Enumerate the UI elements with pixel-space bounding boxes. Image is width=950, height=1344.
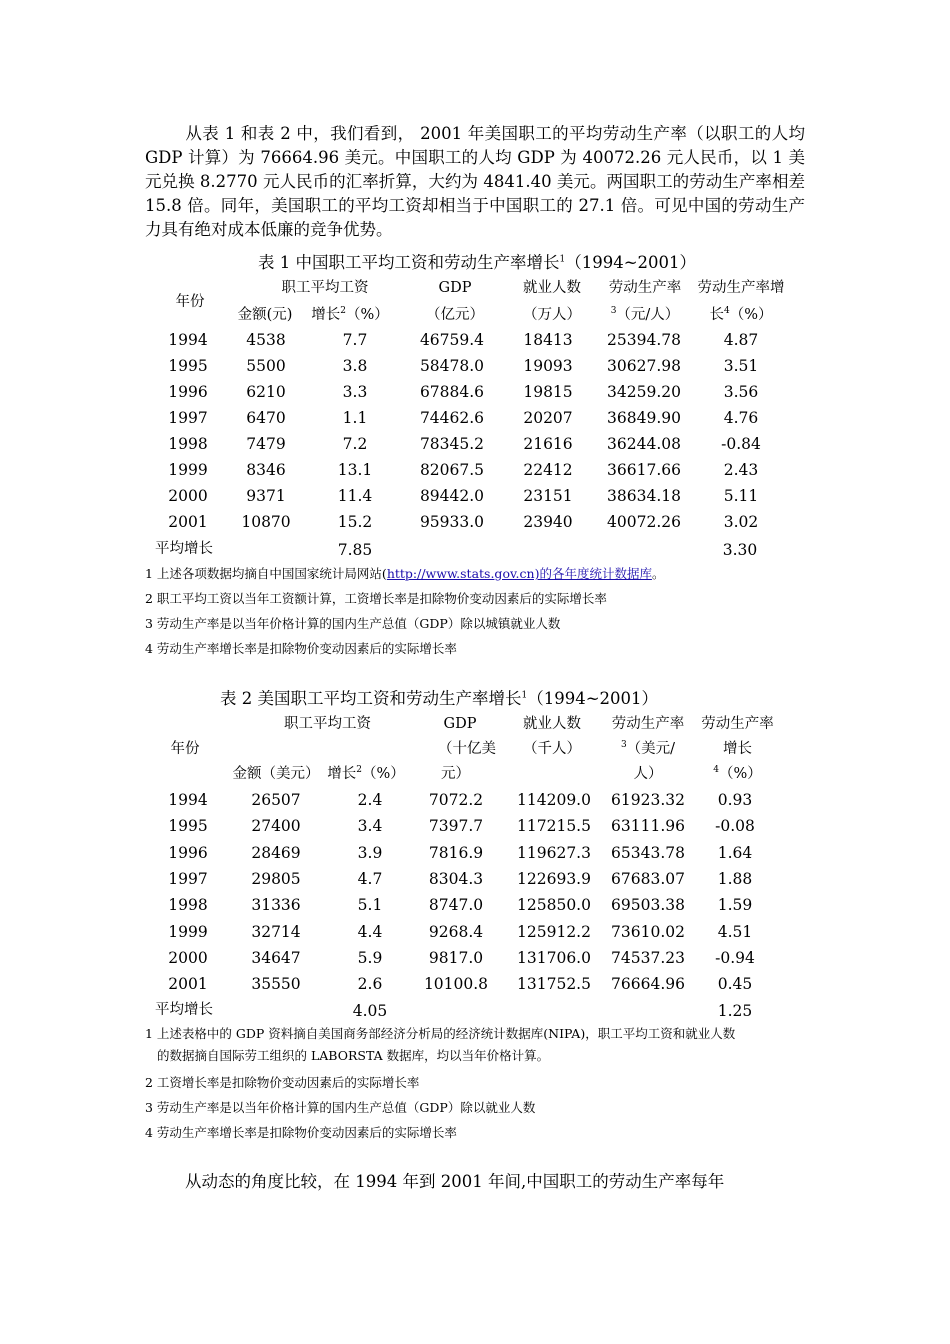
table2-header-gdp: GDP: [443, 716, 477, 732]
table1-cell-wage-amount: 6470: [246, 409, 286, 427]
table2-caption: 表 2 美国职工平均工资和劳动生产率增长$^1$（1994~2001）: [220, 689, 659, 708]
table1-cell-prod-growth: 3.51: [723, 357, 759, 375]
table1-header-wage-growth: 增长$^2$（%）: [311, 306, 389, 323]
table1-cell-productivity: 30627.98: [607, 357, 681, 375]
table2-header-prod-growth-2: 增长: [723, 741, 752, 757]
table1-cell-employment: 19815: [523, 383, 573, 401]
table1-header-wage-amount: 金额(元): [237, 307, 293, 323]
table2-avg-label: 平均增长: [155, 1002, 213, 1018]
table1-cell-wage-growth: 3.8: [342, 357, 368, 375]
table1-cell-year: 1997: [168, 409, 208, 427]
table2-cell-year: 1998: [168, 896, 208, 915]
table1-header-productivity-unit: $^3$（元/人）: [610, 306, 680, 323]
table1-cell-wage-amount: 4538: [246, 331, 286, 349]
table1-cell-wage-amount: 10870: [241, 513, 291, 531]
table2-header-employment-unit: （千人）: [523, 741, 581, 757]
table1-header-gdp: GDP: [438, 280, 472, 296]
table1-cell-prod-growth: 2.43: [723, 461, 759, 479]
table2-cell-prod-growth: 1.88: [717, 869, 753, 888]
table1-header-prod-growth-unit: 长$^4$（%）: [709, 306, 773, 323]
table2-cell-wage-growth: 4.4: [357, 922, 383, 941]
table1-avg-label: 平均增长: [155, 541, 213, 557]
table1-cell-productivity: 40072.26: [607, 513, 681, 531]
table1-header-prod-growth: 劳动生产率增: [697, 280, 785, 296]
table1-note-4: 4 劳动生产率增长率是扣除物价变动因素后的实际增长率: [145, 641, 457, 656]
table1-cell-prod-growth: 3.56: [723, 383, 759, 401]
table1-header-year: 年份: [175, 294, 205, 310]
table2-header-productivity: 劳动生产率: [611, 716, 685, 732]
table1-header-employment: 就业人数: [523, 280, 581, 296]
table1-cell-gdp: 95933.0: [419, 513, 485, 531]
table2-cell-prod-growth: -0.94: [715, 948, 755, 967]
table1-cell-productivity: 34259.20: [607, 383, 681, 401]
table2-cell-employment: 131752.5: [517, 975, 591, 994]
table2-avg-wage-growth: 4.05: [352, 1002, 388, 1020]
table2-note-1: 1 上述表格中的 GDP 资料摘自美国商务部经济分析局的经济统计数据库(NIPA)，职工平均工资和就业人数 的数据摘自国际劳工组织的 LABORSTA 数据库，均以当年价格计算。: [145, 1026, 736, 1063]
table1-cell-productivity: 25394.78: [607, 331, 681, 349]
table1-header-wage-group: 职工平均工资: [281, 280, 369, 296]
table2-cell-wage-amount: 27400: [251, 817, 301, 836]
table1-avg-wage-growth: 7.85: [337, 541, 373, 559]
table2-cell-wage-amount: 26507: [251, 791, 301, 809]
table1-cell-wage-growth: 11.4: [337, 487, 373, 505]
table2-cell-productivity: 67683.07: [611, 869, 685, 888]
table1-cell-prod-growth: 3.02: [723, 513, 759, 531]
table2-header-prod-growth-unit: $^4$（%）: [713, 765, 762, 782]
table1-cell-year: 1995: [168, 357, 208, 375]
table2-cell-employment: 131706.0: [517, 948, 591, 967]
table2-cell-prod-growth: 4.51: [717, 922, 753, 941]
table1-cell-prod-growth: 4.76: [723, 409, 759, 427]
table2-cell-prod-growth: 0.93: [717, 791, 753, 809]
table2-cell-prod-growth: 1.64: [717, 843, 753, 862]
table2-header-wage-group: 职工平均工资: [284, 716, 371, 732]
table2-cell-wage-amount: 29805: [251, 869, 301, 888]
table2-cell-wage-amount: 34647: [251, 948, 301, 967]
table2-cell-wage-growth: 2.6: [357, 975, 383, 994]
table2-cell-employment: 119627.3: [517, 843, 591, 862]
intro-paragraph: 从表 1 和表 2 中，我们看到， 2001 年美国职工的平均劳动生产率（以职工的人均 GDP 计算）为 76664.96 美元。中国职工的人均 GDP 为 40072.26 元人民币，以 1 美元兑换 8.2770 元人民币的汇率折算，大约为 4841.40 美元。两国职工的劳动生产率相差 15.8 倍。同年，美国职工的平均工资却相当于中国职工的 27.1 倍。可见中国的劳动生产力具有绝对成本低廉的竞争优势。: [145, 124, 805, 239]
table1-cell-wage-amount: 6210: [246, 383, 286, 401]
table1-cell-gdp: 89442.0: [419, 487, 485, 505]
table2-cell-productivity: 76664.96: [611, 975, 685, 994]
table1-cell-employment: 20207: [523, 409, 573, 427]
table1-cell-wage-amount: 9371: [246, 487, 286, 505]
table2-cell-productivity: 73610.02: [611, 922, 685, 941]
table1-cell-wage-amount: 7479: [246, 435, 286, 453]
table1-cell-prod-growth: -0.84: [721, 435, 761, 453]
table2-header-employment: 就业人数: [523, 716, 581, 732]
table2-cell-gdp: 7072.2: [428, 791, 484, 809]
table2-cell-gdp: 7397.7: [428, 817, 484, 836]
table1-cell-gdp: 67884.6: [419, 383, 485, 401]
table2-cell-prod-growth: 0.45: [717, 975, 753, 994]
table1-cell-wage-amount: 8346: [246, 461, 286, 479]
table1-header-productivity: 劳动生产率: [608, 280, 682, 296]
table2-header-year: 年份: [170, 741, 200, 757]
table1-cell-wage-growth: 7.7: [342, 331, 368, 349]
table2-cell-productivity: 61923.32: [611, 791, 685, 809]
table1-cell-employment: 22412: [523, 461, 573, 479]
table2-cell-year: 2001: [168, 975, 208, 994]
table1-cell-year: 1994: [168, 331, 208, 349]
table1-cell-productivity: 36244.08: [607, 435, 681, 453]
table1-cell-year: 2001: [168, 513, 208, 531]
table2-cell-gdp: 7816.9: [428, 843, 484, 862]
table1-note-1: 1 上述各项数据均摘自中国国家统计局网站(http://www.stats.gov.cn)的各年度统计数据库。: [145, 566, 665, 581]
table2-cell-productivity: 74537.23: [611, 948, 685, 967]
table1-cell-employment: 23940: [523, 513, 573, 531]
table1-avg-prod-growth: 3.30: [722, 541, 758, 559]
table2-header-productivity-unit-2: 人）: [633, 766, 663, 782]
table1-note-3: 3 劳动生产率是以当年价格计算的国内生产总值（GDP）除以城镇就业人数: [145, 616, 561, 631]
table2-cell-year: 1997: [168, 869, 208, 888]
table2-cell-year: 1996: [168, 843, 208, 862]
table2-cell-wage-amount: 31336: [251, 896, 301, 915]
table2-cell-gdp: 9817.0: [428, 948, 484, 967]
table2-header-wage-growth: 增长$^2$（%）: [327, 765, 405, 782]
table2-cell-employment: 117215.5: [517, 817, 591, 836]
table1-cell-wage-growth: 1.1: [342, 409, 368, 427]
table1-caption: 表 1 中国职工平均工资和劳动生产率增长$^1$（1994~2001）: [258, 253, 697, 272]
table2-header-prod-growth: 劳动生产率: [701, 716, 774, 732]
table2-cell-year: 1995: [168, 817, 208, 836]
table2-cell-wage-amount: 35550: [251, 975, 301, 994]
table1-cell-gdp: 46759.4: [419, 331, 485, 349]
table2-cell-productivity: 63111.96: [611, 817, 685, 836]
table1-cell-year: 1996: [168, 383, 208, 401]
table1-note-2: 2 职工平均工资以当年工资额计算，工资增长率是扣除物价变动因素后的实际增长率: [145, 591, 607, 606]
table1-cell-wage-growth: 3.3: [342, 383, 368, 401]
table2-cell-year: 2000: [168, 948, 208, 967]
table1-cell-productivity: 36617.66: [607, 461, 681, 479]
table2-header-productivity-unit-1: $^3$（美元/: [620, 740, 676, 757]
table2-cell-wage-growth: 2.4: [357, 791, 383, 809]
table2-cell-employment: 125912.2: [517, 922, 591, 941]
table1-cell-employment: 18413: [523, 331, 573, 349]
table2-cell-wage-growth: 4.7: [357, 869, 383, 888]
table2-cell-gdp: 9268.4: [428, 922, 484, 941]
table2-cell-prod-growth: -0.08: [715, 817, 755, 836]
table2-cell-wage-growth: 5.9: [357, 948, 383, 967]
table1-cell-wage-growth: 15.2: [337, 513, 373, 531]
table1-cell-year: 1998: [168, 435, 208, 453]
table2-header-wage-amount: 金额（美元）: [232, 766, 320, 782]
table2-cell-employment: 114209.0: [517, 791, 591, 809]
table2-cell-productivity: 69503.38: [611, 896, 685, 915]
table1-cell-wage-amount: 5500: [246, 357, 286, 375]
table1-cell-prod-growth: 4.87: [723, 331, 759, 349]
table2-header-gdp-unit-1: （十亿美: [438, 741, 496, 757]
table2-note-2: 2 工资增长率是扣除物价变动因素后的实际增长率: [145, 1075, 420, 1090]
table2-note-4: 4 劳动生产率增长率是扣除物价变动因素后的实际增长率: [145, 1125, 457, 1140]
table2-cell-productivity: 65343.78: [611, 843, 685, 862]
table2-cell-employment: 122693.9: [517, 869, 591, 888]
table2-avg-prod-growth: 1.25: [717, 1002, 753, 1020]
table1-header-employment-unit: （万人）: [523, 307, 581, 323]
table1-cell-year: 2000: [168, 487, 208, 505]
table2-cell-wage-growth: 5.1: [357, 896, 383, 915]
table1-cell-productivity: 36849.90: [607, 409, 681, 427]
table2-cell-wage-amount: 32714: [251, 922, 301, 941]
table1-cell-gdp: 78345.2: [419, 435, 485, 453]
table2-cell-year: 1999: [168, 922, 208, 941]
table1-cell-productivity: 38634.18: [607, 487, 681, 505]
table1-cell-year: 1999: [168, 461, 208, 479]
table2-cell-wage-amount: 28469: [251, 843, 301, 862]
table2-cell-gdp: 8304.3: [428, 869, 484, 888]
table1-cell-wage-growth: 7.2: [342, 435, 368, 453]
table1-cell-gdp: 82067.5: [419, 461, 485, 479]
closing-paragraph: 从动态的角度比较，在 1994 年到 2001 年间,中国职工的劳动生产率每年: [185, 1172, 725, 1191]
table1-cell-gdp: 74462.6: [419, 409, 485, 427]
table2-cell-prod-growth: 1.59: [717, 896, 753, 915]
table1-cell-wage-growth: 13.1: [337, 461, 373, 479]
table1-cell-employment: 21616: [523, 435, 573, 453]
table1-cell-employment: 23151: [523, 487, 573, 505]
table2-cell-wage-growth: 3.4: [357, 817, 383, 836]
table1-header-gdp-unit: （亿元）: [426, 307, 484, 323]
table2-cell-employment: 125850.0: [517, 896, 591, 915]
table1-cell-gdp: 58478.0: [419, 357, 485, 375]
table1-cell-prod-growth: 5.11: [723, 487, 759, 505]
table2-cell-gdp: 8747.0: [428, 896, 484, 915]
table2-cell-gdp: 10100.8: [423, 975, 489, 994]
table2-cell-wage-growth: 3.9: [357, 843, 383, 862]
stats-link[interactable]: http://www.stats.gov.cn)的各年度统计数据库: [386, 566, 652, 581]
table2-cell-year: 1994: [168, 791, 208, 809]
table1-cell-employment: 19093: [523, 357, 573, 375]
table2-header-gdp-unit-2: 元）: [441, 766, 470, 782]
table2-note-3: 3 劳动生产率是以当年价格计算的国内生产总值（GDP）除以就业人数: [145, 1100, 536, 1115]
